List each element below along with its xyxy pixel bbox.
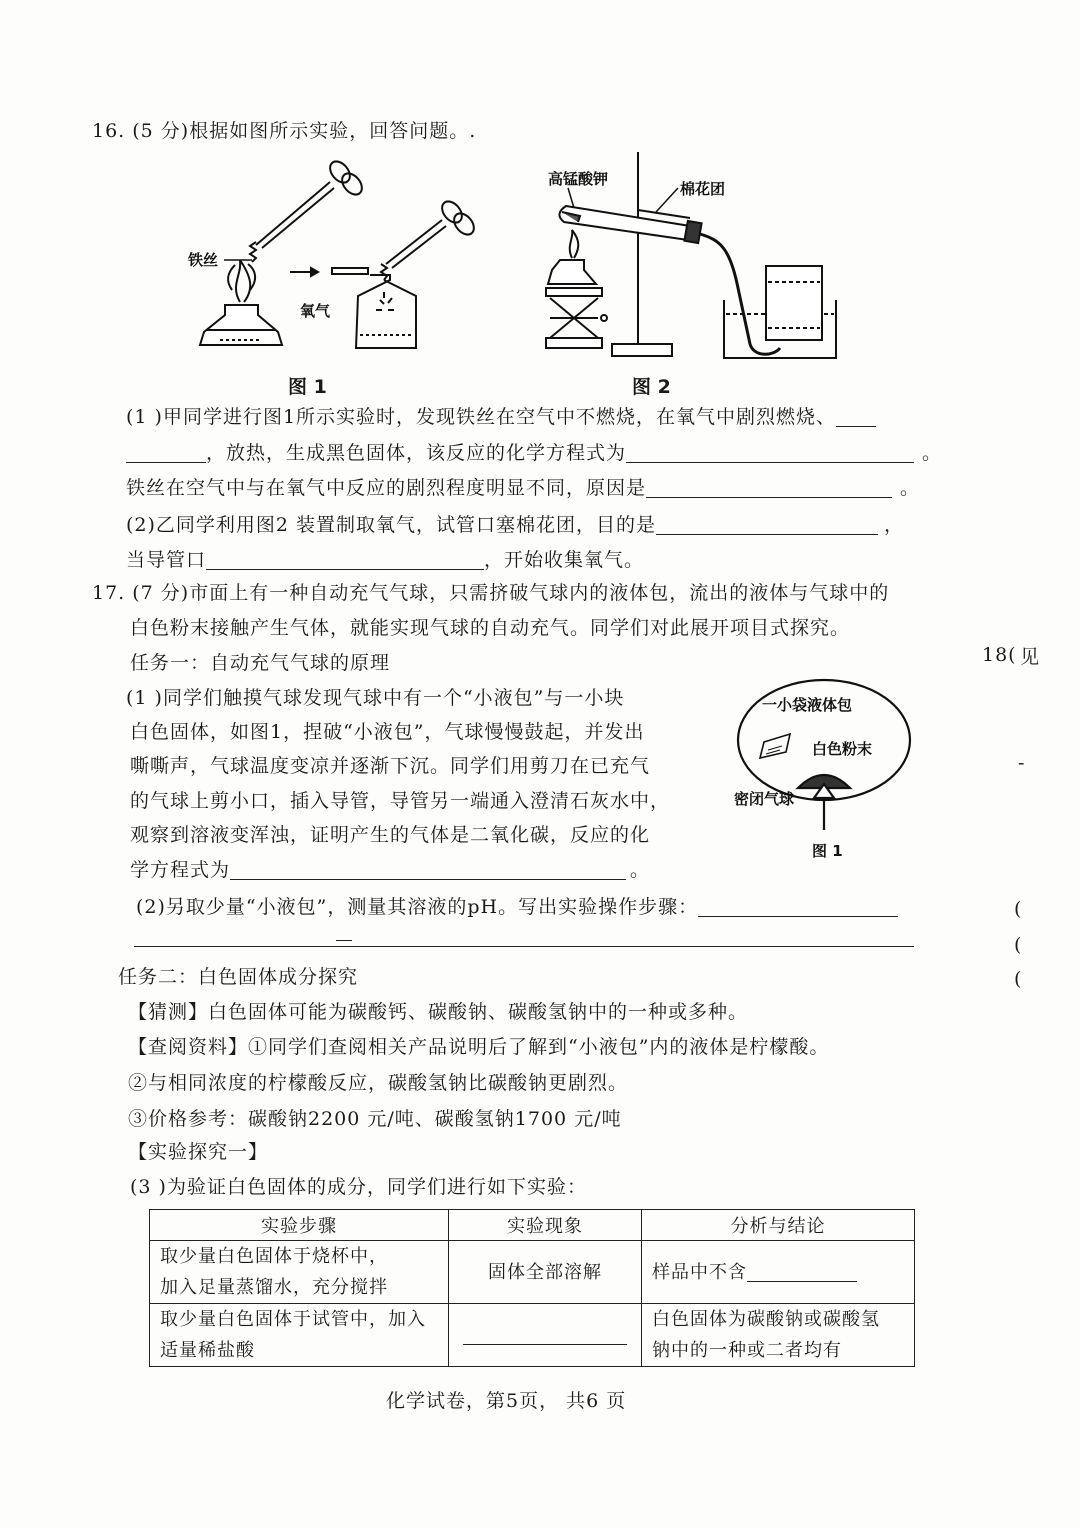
q17-header-line2: 白色粉末接触产生气体，就能实现气球的自动充气。同学们对此展开项目式探究。: [130, 617, 851, 639]
answer-blank[interactable]: [656, 514, 878, 535]
label-oxygen: 氧气: [300, 302, 331, 320]
label-iron-wire: 铁丝: [188, 251, 219, 269]
q16-part1-line2: ，放热，生成黑色固体，该反应的化学方程式为 。: [126, 438, 942, 465]
answer-blank[interactable]: [463, 1324, 627, 1345]
figure-2-caption: 图 2: [632, 376, 671, 398]
q16-part1-line3: 铁丝在空气中与在氧气中反应的剧烈程度明显不同，原因是 。: [126, 477, 921, 499]
task2-title: 任务二：白色固体成分探究: [118, 966, 359, 988]
margin-q18: 18(: [982, 644, 1017, 666]
answer-line-mark: [336, 940, 352, 941]
answer-blank[interactable]: [836, 406, 876, 427]
margin-dash: -: [1018, 752, 1026, 774]
guess-text: 【猜测】白色固体可能为碳酸钙、碳酸钠、碳酸氢钠中的一种或多种。: [128, 1001, 749, 1023]
q17-part3-line: (3 )为验证白色固体的成分，同学们进行如下实验：: [130, 1176, 587, 1198]
q17-part2-line: (2)另取少量“小液包”，测量其溶液的pH。写出实验操作步骤：: [136, 892, 898, 919]
label-cotton: 棉花团: [680, 180, 726, 198]
answer-blank[interactable]: [747, 1261, 857, 1282]
margin-see: 见: [1020, 646, 1041, 668]
task1-line-3: 嘶嘶声，气球温度变凉并逐渐下沉。同学们用剪刀在已充气: [130, 755, 651, 777]
task1-line-6: 学方程式为 。: [130, 859, 651, 881]
figure-2-kmno4-apparatus: [540, 148, 860, 368]
margin-paren-3: (: [1014, 968, 1023, 990]
label-liquid-pack: 一小袋液体包: [762, 696, 853, 714]
q17-header-line1: 17. (7 分)市面上有一种自动充气气球，只需挤破气球内的液体包，流出的液体与气球中的: [92, 582, 890, 604]
table-header-cell: 分析与结论: [642, 1210, 915, 1241]
table-row: [150, 1241, 915, 1304]
table-header-row: [150, 1210, 915, 1241]
answer-blank[interactable]: [126, 442, 206, 463]
q16-part2-line1: (2)乙同学利用图2 装置制取氧气，试管口塞棉花团，目的是 ，: [126, 514, 905, 536]
answer-blank[interactable]: [626, 442, 914, 463]
table-cell-step: 取少量白色固体于试管中，加入 适量稀盐酸: [150, 1304, 449, 1367]
label-sealed-balloon: 密闭气球: [734, 790, 795, 808]
margin-paren-1: (: [1014, 898, 1023, 920]
task1-title: 任务一：自动充气气球的原理: [130, 652, 391, 674]
task1-line-1: (1 )同学们触摸气球发现气球中有一个“小液包”与一小块: [126, 687, 625, 709]
q16-header: 16. (5 分)根据如图所示实验，回答问题。.: [92, 120, 477, 142]
answer-blank[interactable]: [230, 859, 626, 880]
table-cell-phenomenon: [449, 1304, 642, 1367]
table-header-cell: 实验现象: [449, 1210, 642, 1241]
answer-line[interactable]: [134, 946, 914, 947]
answer-blank[interactable]: [646, 477, 892, 498]
reference-line-1: 【查阅资料】①同学们查阅相关产品说明后了解到“小液包”内的液体是柠檬酸。: [128, 1036, 830, 1058]
experiment-title: 【实验探究一】: [128, 1141, 269, 1163]
margin-paren-2: (: [1014, 934, 1023, 956]
page-footer: 化学试卷，第5页， 共6 页: [386, 1390, 627, 1412]
q16-part1-line1: (1 )甲同学进行图1所示实验时，发现铁丝在空气中不燃烧，在氧气中剧烈燃烧、: [126, 402, 876, 429]
q16-part2-line2: 当导管口 ，开始收集氧气。: [126, 549, 645, 571]
task1-line-4: 的气球上剪小口，插入导管，导管另一端通入澄清石灰水中，: [130, 790, 671, 812]
label-white-powder: 白色粉末: [812, 740, 873, 758]
task1-line-5: 观察到溶液变浑浊，证明产生的气体是二氧化碳，反应的化: [130, 824, 651, 846]
reference-line-2: ②与相同浓度的柠檬酸反应，碳酸氢钠比碳酸钠更剧烈。: [128, 1072, 629, 1094]
answer-blank[interactable]: [206, 549, 484, 570]
table-cell-phenomenon: 固体全部溶解: [449, 1241, 642, 1304]
experiment-table: [149, 1209, 915, 1367]
figure-balloon: [728, 672, 928, 872]
answer-blank[interactable]: [698, 896, 898, 917]
reference-line-3: ③价格参考：碳酸钠2200 元/吨、碳酸氢钠1700 元/吨: [128, 1108, 622, 1130]
table-cell-step: 取少量白色固体于烧杯中， 加入足量蒸馏水，充分搅拌: [150, 1241, 449, 1304]
table-row: [150, 1304, 915, 1367]
figure-1-iron-wire-experiment: [180, 150, 480, 400]
balloon-figure-caption: 图 1: [812, 842, 843, 860]
label-kmno4: 高锰酸钾: [548, 170, 609, 188]
table-header-cell: 实验步骤: [150, 1210, 449, 1241]
table-cell-conclusion: 样品中不含: [642, 1241, 915, 1304]
table-cell-conclusion: 白色固体为碳酸钠或碳酸氢 钠中的一种或二者均有: [642, 1304, 915, 1367]
figure-1-caption: 图 1: [288, 376, 327, 398]
task1-line-2: 白色固体，如图1，捏破“小液包”，气球慢慢鼓起，并发出: [130, 721, 645, 743]
